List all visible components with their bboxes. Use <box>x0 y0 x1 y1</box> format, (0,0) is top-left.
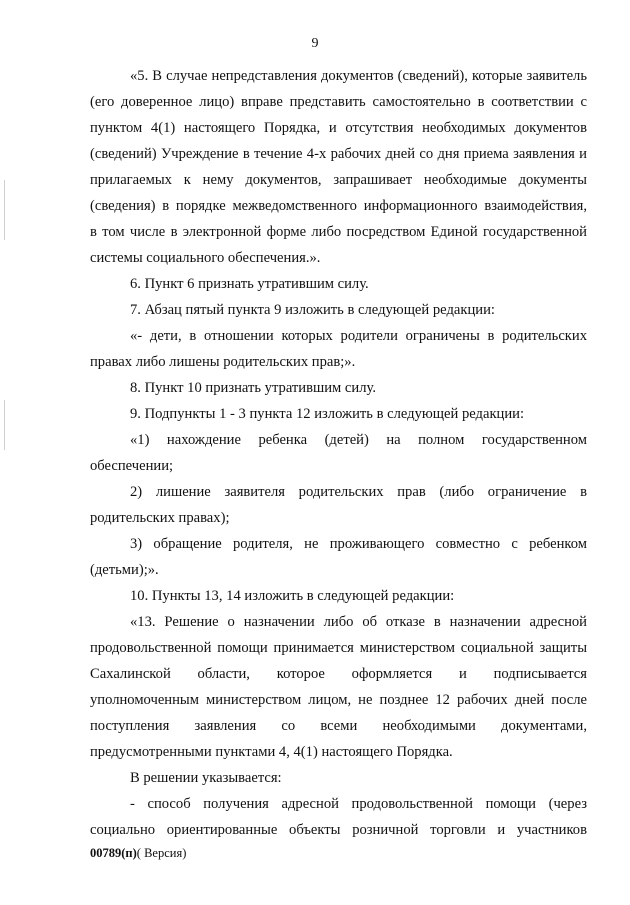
paragraph-line: 10. Пункты 13, 14 изложить в следующей редакции: <box>130 588 455 604</box>
page-number: 9 <box>311 36 319 51</box>
paragraph-line: В решении указывается: <box>130 770 282 786</box>
document-footer <box>90 846 186 861</box>
document-version: ( Версия) <box>136 846 187 860</box>
paragraph-line: «1) нахождение ребенка (детей) на полном государственном <box>130 432 587 448</box>
scan-edge-mark <box>4 180 5 240</box>
paragraph-line: 6. Пункт 6 признать утратившим силу. <box>130 276 369 292</box>
paragraph-line: уполномоченным министерством лицом, не позднее 12 рабочих дней после <box>90 692 587 708</box>
paragraph-line: системы социального обеспечения.». <box>90 250 321 266</box>
paragraph-line: обеспечении; <box>90 458 174 474</box>
paragraph-line: 3) обращение родителя, не проживающего совместно с ребенком <box>130 536 587 552</box>
paragraph-line: «5. В случае непредставления документов (сведений), которые заявитель <box>130 68 587 84</box>
paragraph-line: предусмотренными пунктами 4, 4(1) настоящего Порядка. <box>90 744 453 760</box>
paragraph-line: - способ получения адресной продовольственной помощи (через <box>130 796 587 812</box>
paragraph-line: «13. Решение о назначении либо об отказе в назначении адресной <box>130 614 587 630</box>
document-code: 00789(п) <box>90 846 137 860</box>
paragraph-line: прилагаемых к нему документов, запрашивает необходимые документы <box>90 172 587 188</box>
paragraph-line: (сведений) Учреждение в течение 4-х рабочих дней со дня приема заявления и <box>90 146 587 162</box>
paragraph-line: пунктом 4(1) настоящего Порядка, и отсутствия необходимых документов <box>90 120 587 136</box>
paragraph-line: (детьми);». <box>90 562 159 578</box>
paragraph-line: «- дети, в отношении которых родители ограничены в родительских <box>130 328 587 344</box>
paragraph-line: 7. Абзац пятый пункта 9 изложить в следующей редакции: <box>130 302 495 318</box>
paragraph-line: Сахалинской области, которое оформляется и подписывается <box>90 666 587 682</box>
paragraph-line: 9. Подпункты 1 - 3 пункта 12 изложить в следующей редакции: <box>130 406 525 422</box>
paragraph-line: (сведения) в порядке межведомственного информационного взаимодействия, <box>90 198 587 214</box>
paragraph-line: в том числе в электронной форме либо посредством Единой государственной <box>90 224 587 240</box>
document-body <box>90 63 587 843</box>
scan-edge-mark <box>4 400 5 450</box>
paragraph-line: правах либо лишены родительских прав;». <box>90 354 356 370</box>
paragraph-line: продовольственной помощи принимается министерством социальной защиты <box>90 640 587 656</box>
paragraph-line: (его доверенное лицо) вправе представить самостоятельно в соответствии с <box>90 94 587 110</box>
paragraph-line: поступления заявления со всеми необходимыми документами, <box>90 718 587 734</box>
paragraph-line: социально ориентированные объекты розничной торговли и участников <box>90 822 587 838</box>
paragraph-line: 2) лишение заявителя родительских прав (либо ограничение в <box>130 484 587 500</box>
paragraph-line: 8. Пункт 10 признать утратившим силу. <box>130 380 376 396</box>
paragraph-line: родительских правах); <box>90 510 230 526</box>
